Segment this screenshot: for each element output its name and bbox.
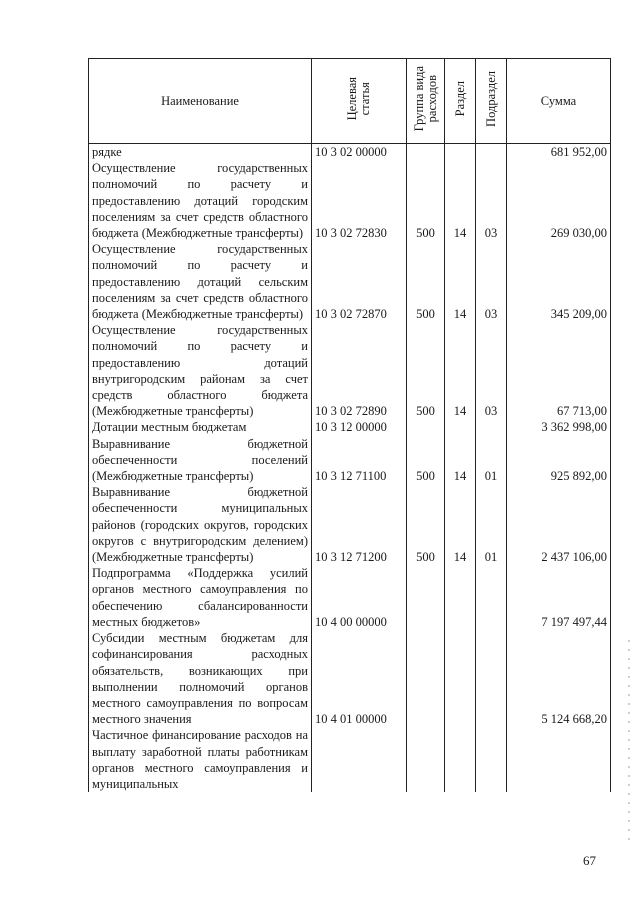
row-section bbox=[445, 144, 476, 161]
table-row bbox=[89, 436, 611, 485]
header-subsection: Подраздел bbox=[476, 59, 507, 144]
row-target-article: 10 3 12 00000 bbox=[312, 419, 407, 435]
header-section: Раздел bbox=[445, 59, 476, 144]
header-name: Наименование bbox=[89, 59, 312, 144]
row-sum: 7 197 497,44 bbox=[507, 565, 611, 630]
row-subsection bbox=[476, 727, 507, 792]
row-section bbox=[445, 419, 476, 435]
row-target-article: 10 3 02 00000 bbox=[312, 144, 407, 161]
row-section: 14 bbox=[445, 241, 476, 322]
row-expense-group bbox=[407, 727, 445, 792]
row-name: Выравнивание бюджетной обеспеченности муниципальных районов (городских округов, городских округов с внутригородским делением) (Межбюджетные трансферты) bbox=[89, 484, 312, 565]
row-name: Осуществление государственных полномочий по расчету и предоставлению дотаций городским поселениям за счет средств областного бюджета (Межбюджетные трансферты) bbox=[89, 160, 312, 241]
table-row bbox=[89, 630, 611, 727]
row-name: рядке bbox=[89, 144, 312, 161]
row-sum: 67 713,00 bbox=[507, 322, 611, 419]
row-subsection: 01 bbox=[476, 436, 507, 485]
row-target-article: 10 4 01 00000 bbox=[312, 630, 407, 727]
row-expense-group: 500 bbox=[407, 322, 445, 419]
row-sum: 2 437 106,00 bbox=[507, 484, 611, 565]
row-name: Осуществление государственных полномочий по расчету и предоставлению дотаций внутригородским районам за счет средств областного бюджета (Межбюджетные трансферты) bbox=[89, 322, 312, 419]
row-name: Дотации местным бюджетам bbox=[89, 419, 312, 435]
row-sum bbox=[507, 727, 611, 792]
row-section: 14 bbox=[445, 160, 476, 241]
row-subsection: 03 bbox=[476, 241, 507, 322]
row-name: Осуществление государственных полномочий по расчету и предоставлению дотаций сельским поселениям за счет средств областного бюджета (Межбюджетные трансферты) bbox=[89, 241, 312, 322]
row-sum: 269 030,00 bbox=[507, 160, 611, 241]
row-name: Субсидии местным бюджетам для софинансирования расходных обязательств, возникающих при выполнении полномочий органов местного самоуправления по вопросам местного значения bbox=[89, 630, 312, 727]
table-row bbox=[89, 565, 611, 630]
row-subsection: 01 bbox=[476, 484, 507, 565]
row-expense-group: 500 bbox=[407, 241, 445, 322]
table-header-row bbox=[89, 59, 611, 144]
row-expense-group: 500 bbox=[407, 484, 445, 565]
budget-table bbox=[88, 58, 611, 792]
row-sum: 925 892,00 bbox=[507, 436, 611, 485]
row-target-article: 10 3 12 71200 bbox=[312, 484, 407, 565]
scan-artifact bbox=[628, 640, 630, 840]
row-subsection bbox=[476, 144, 507, 161]
row-sum: 3 362 998,00 bbox=[507, 419, 611, 435]
row-subsection: 03 bbox=[476, 160, 507, 241]
table-row bbox=[89, 484, 611, 565]
row-section bbox=[445, 565, 476, 630]
header-sum: Сумма bbox=[507, 59, 611, 144]
row-section: 14 bbox=[445, 322, 476, 419]
row-expense-group: 500 bbox=[407, 436, 445, 485]
row-name: Частичное финансирование расходов на выплату заработной платы работникам органов местного самоуправления и муниципальных bbox=[89, 727, 312, 792]
row-expense-group bbox=[407, 419, 445, 435]
row-expense-group bbox=[407, 565, 445, 630]
row-target-article: 10 3 12 71100 bbox=[312, 436, 407, 485]
row-sum: 345 209,00 bbox=[507, 241, 611, 322]
table-row bbox=[89, 144, 611, 161]
row-subsection bbox=[476, 630, 507, 727]
row-target-article: 10 3 02 72830 bbox=[312, 160, 407, 241]
table-row bbox=[89, 727, 611, 792]
row-expense-group bbox=[407, 144, 445, 161]
row-subsection bbox=[476, 419, 507, 435]
row-subsection: 03 bbox=[476, 322, 507, 419]
row-subsection bbox=[476, 565, 507, 630]
table-row bbox=[89, 419, 611, 435]
page-number: 67 bbox=[583, 853, 596, 868]
row-target-article bbox=[312, 727, 407, 792]
row-expense-group: 500 bbox=[407, 160, 445, 241]
table-row bbox=[89, 241, 611, 322]
table-row bbox=[89, 322, 611, 419]
table-row bbox=[89, 160, 611, 241]
row-section: 14 bbox=[445, 484, 476, 565]
row-sum: 5 124 668,20 bbox=[507, 630, 611, 727]
header-expense-group: Группа вида расходов bbox=[407, 59, 445, 144]
row-name: Выравнивание бюджетной обеспеченности поселений (Межбюджетные трансферты) bbox=[89, 436, 312, 485]
header-target-article: Целевая статья bbox=[312, 59, 407, 144]
row-target-article: 10 3 02 72890 bbox=[312, 322, 407, 419]
row-target-article: 10 3 02 72870 bbox=[312, 241, 407, 322]
row-section: 14 bbox=[445, 436, 476, 485]
row-target-article: 10 4 00 00000 bbox=[312, 565, 407, 630]
row-expense-group bbox=[407, 630, 445, 727]
row-section bbox=[445, 727, 476, 792]
row-sum: 681 952,00 bbox=[507, 144, 611, 161]
row-name: Подпрограмма «Поддержка усилий органов местного самоуправления по обеспечению сбалансированности местных бюджетов» bbox=[89, 565, 312, 630]
row-section bbox=[445, 630, 476, 727]
